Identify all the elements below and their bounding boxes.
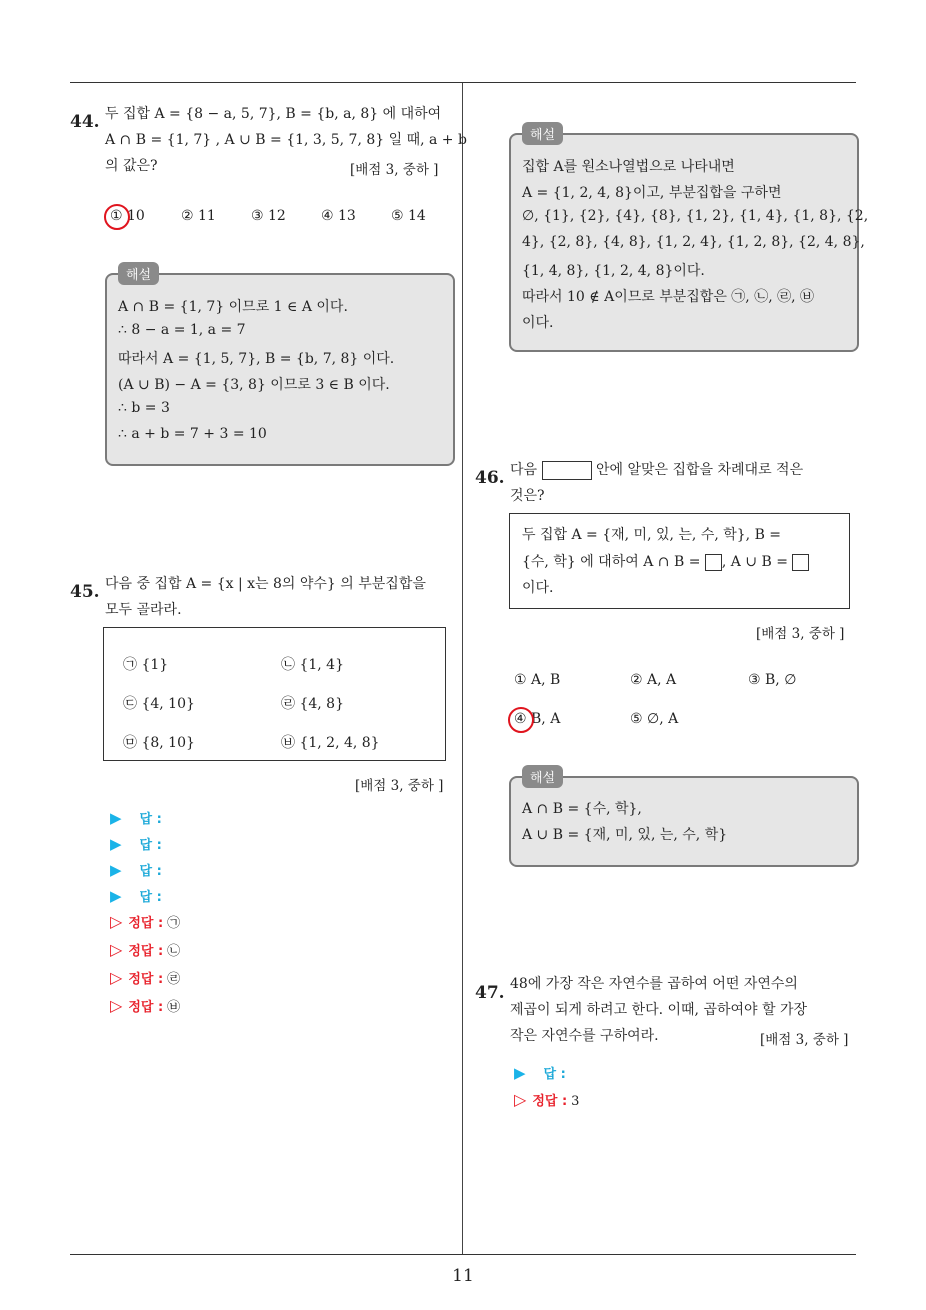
q45-line-1: 다음 중 집합 A = {x | x는 8의 약수} 의 부분집합을 <box>105 576 426 592</box>
bottom-rule <box>70 1254 856 1255</box>
q45-option-d: ㉣ {4, 8} <box>281 696 344 712</box>
q46-exp-line-1: A ∩ B = {수, 학}, <box>522 801 642 817</box>
q45-correct-row-4: ▷ 정답 : ㉥ <box>110 996 181 1015</box>
q44-line-1: 두 집합 A = {8 − a, 5, 7}, B = {b, a, 8} 에 대하여 <box>105 106 442 122</box>
q46-explanation-box <box>509 776 859 867</box>
q44-answer-circle-mark <box>104 204 130 230</box>
q46-choice-1[interactable]: ① A, B <box>514 672 561 688</box>
q45-exp-line-1: 집합 A를 원소나열법으로 나타내면 <box>522 159 735 175</box>
q44-exp-line-6: ∴ a + b = 7 + 3 = 10 <box>118 426 267 442</box>
q45-exp-line-6: 따라서 10 ∉ A이므로 부분집합은 ㉠, ㉡, ㉣, ㉥ <box>522 289 815 305</box>
q44-choice-2[interactable]: ② 11 <box>181 208 216 224</box>
q45-option-e: ㉤ {8, 10} <box>123 735 195 751</box>
q44-exp-line-2: ∴ 8 − a = 1, a = 7 <box>118 322 246 338</box>
triangle-outline-icon: ▷ <box>110 912 123 931</box>
q44-choice-4[interactable]: ④ 13 <box>321 208 356 224</box>
triangle-outline-icon: ▷ <box>514 1090 527 1109</box>
q46-number: 46. <box>475 468 505 488</box>
page-number: 11 <box>452 1266 474 1286</box>
q44-explanation-tag: 해설 <box>118 262 159 285</box>
q44-line-2: A ∩ B = {1, 7} , A ∪ B = {1, 3, 5, 7, 8} 일 때, a + b <box>105 132 467 148</box>
play-icon: ▶ <box>110 835 122 853</box>
q46-box-line-1: 두 집합 A = {재, 미, 있, 는, 수, 학}, B = <box>522 527 782 543</box>
q46-line-1: 다음 안에 알맞은 집합을 차례대로 적은 <box>510 462 804 478</box>
q45-correct-row-2: ▷ 정답 : ㉡ <box>110 940 181 959</box>
q45-number: 45. <box>70 582 100 602</box>
blank-box <box>792 554 809 571</box>
q47-grade: [배점 3, 중하 ] <box>760 1032 849 1048</box>
column-divider <box>462 83 463 1255</box>
q45-option-c: ㉢ {4, 10} <box>123 696 195 712</box>
q46-choice-5[interactable]: ⑤ ∅, A <box>630 711 679 727</box>
blank-box <box>542 461 592 480</box>
q47-number: 47. <box>475 983 505 1003</box>
q45-exp-line-2: A = {1, 2, 4, 8}이고, 부분집합을 구하면 <box>522 185 782 201</box>
q47-line-2: 제곱이 되게 하려고 한다. 이때, 곱하여야 할 가장 <box>510 1002 808 1018</box>
q45-option-a: ㉠ {1} <box>123 657 169 673</box>
q45-option-b: ㉡ {1, 4} <box>281 657 344 673</box>
q47-answer-row[interactable]: ▶ 답 : <box>514 1064 566 1082</box>
q45-correct-row-3: ▷ 정답 : ㉣ <box>110 968 181 987</box>
q47-correct-row: ▷ 정답 : 3 <box>514 1090 580 1109</box>
q46-box-line-2: {수, 학} 에 대하여 A ∩ B = , A ∪ B = <box>522 552 809 572</box>
triangle-outline-icon: ▷ <box>110 940 123 959</box>
q44-exp-line-4: (A ∪ B) − A = {3, 8} 이므로 3 ∈ B 이다. <box>118 377 390 393</box>
q44-choice-3[interactable]: ③ 12 <box>251 208 286 224</box>
q46-choice-3[interactable]: ③ B, ∅ <box>748 672 797 688</box>
q46-line-2: 것은? <box>510 488 545 504</box>
q45-exp-line-5: {1, 4, 8}, {1, 2, 4, 8}이다. <box>522 263 705 279</box>
triangle-outline-icon: ▷ <box>110 996 123 1015</box>
q45-grade: [배점 3, 중하 ] <box>355 778 444 794</box>
q44-choice-1[interactable]: ① 10 <box>110 208 145 224</box>
q45-exp-line-3: ∅, {1}, {2}, {4}, {8}, {1, 2}, {1, 4}, {1, 8}, {2, <box>522 208 869 224</box>
q47-line-1: 48에 가장 작은 자연수를 곱하여 어떤 자연수의 <box>510 976 798 992</box>
play-icon: ▶ <box>110 809 122 827</box>
q46-answer-circle-mark <box>508 707 534 733</box>
triangle-outline-icon: ▷ <box>110 968 123 987</box>
q44-number: 44. <box>70 112 100 132</box>
q45-correct-row-1: ▷ 정답 : ㉠ <box>110 912 181 931</box>
q46-box-line-3: 이다. <box>522 580 554 596</box>
q46-grade: [배점 3, 중하 ] <box>756 626 845 642</box>
q47-line-3: 작은 자연수를 구하여라. <box>510 1028 659 1044</box>
q44-choice-5[interactable]: ⑤ 14 <box>391 208 426 224</box>
q45-answer-row-3[interactable]: ▶ 답 : <box>110 861 162 879</box>
q46-choice-4[interactable]: ④ B, A <box>514 711 561 727</box>
play-icon: ▶ <box>110 887 122 905</box>
q44-exp-line-1: A ∩ B = {1, 7} 이므로 1 ∈ A 이다. <box>118 299 348 315</box>
q44-exp-line-5: ∴ b = 3 <box>118 400 170 416</box>
q45-explanation-tag: 해설 <box>522 122 563 145</box>
blank-box <box>705 554 722 571</box>
q45-answer-row-4[interactable]: ▶ 답 : <box>110 887 162 905</box>
q46-exp-line-2: A ∪ B = {재, 미, 있, 는, 수, 학} <box>522 827 728 843</box>
q45-answer-row-2[interactable]: ▶ 답 : <box>110 835 162 853</box>
q44-line-3: 의 값은? <box>105 158 158 174</box>
play-icon: ▶ <box>514 1064 526 1082</box>
q45-option-f: ㉥ {1, 2, 4, 8} <box>281 735 380 751</box>
q44-exp-line-3: 따라서 A = {1, 5, 7}, B = {b, 7, 8} 이다. <box>118 351 395 367</box>
q46-explanation-tag: 해설 <box>522 765 563 788</box>
q45-answer-row-1[interactable]: ▶ 답 : <box>110 809 162 827</box>
q45-line-2: 모두 골라라. <box>105 602 182 618</box>
q46-choice-2[interactable]: ② A, A <box>630 672 677 688</box>
q45-exp-line-7: 이다. <box>522 315 554 331</box>
top-rule <box>70 82 856 83</box>
q45-exp-line-4: 4}, {2, 8}, {4, 8}, {1, 2, 4}, {1, 2, 8}, {2, 4, 8}, <box>522 234 865 250</box>
play-icon: ▶ <box>110 861 122 879</box>
q44-grade: [배점 3, 중하 ] <box>350 162 439 178</box>
